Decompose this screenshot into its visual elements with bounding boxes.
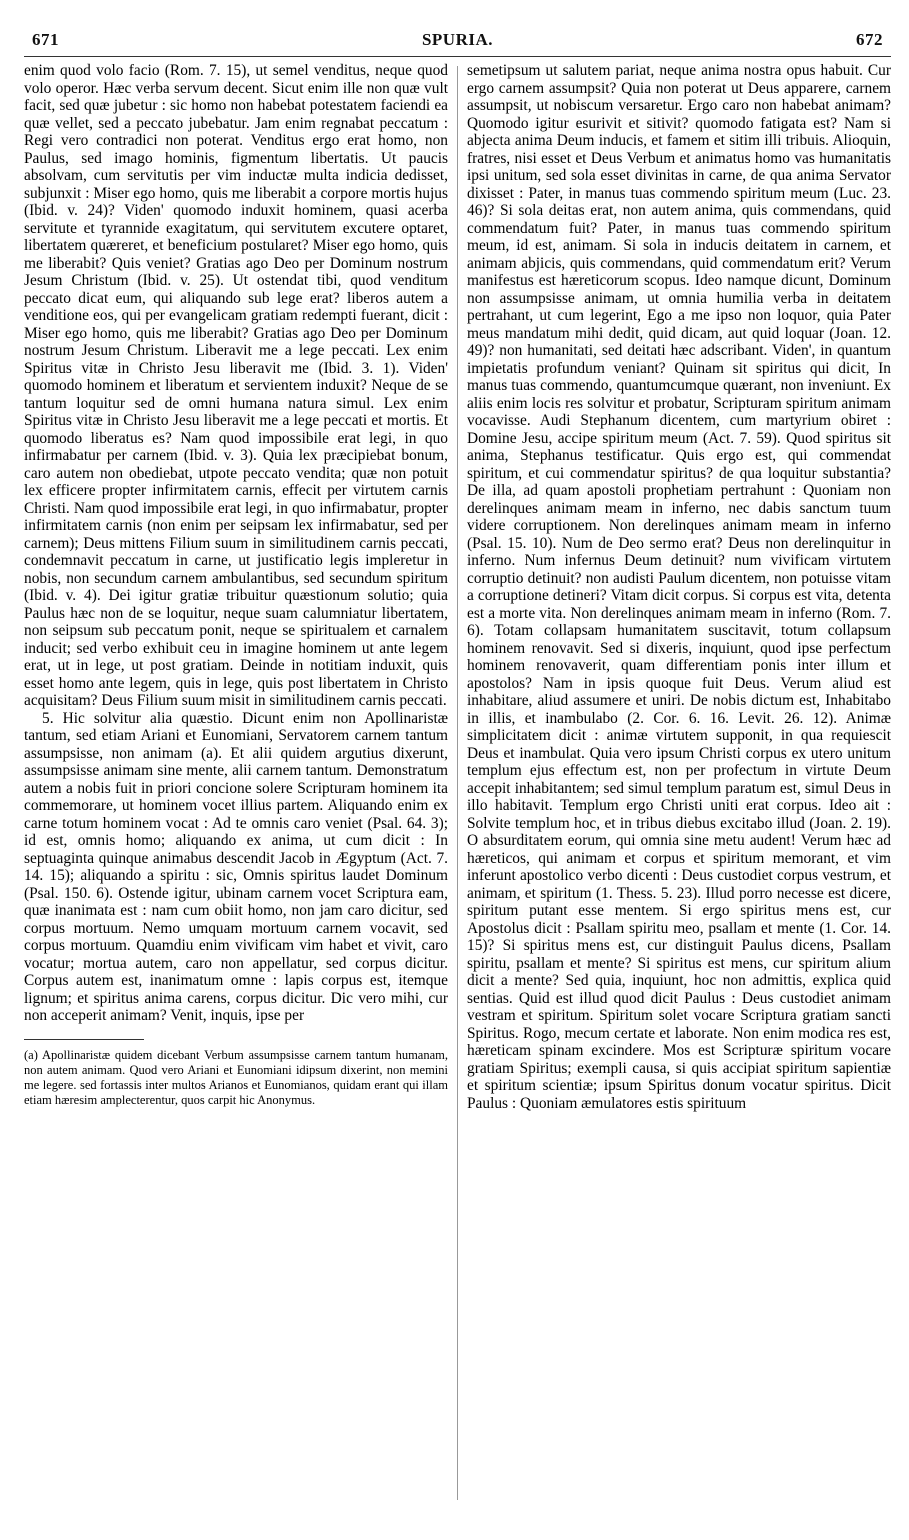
- left-paragraph-1: enim quod volo facio (Rom. 7. 15), ut semel venditus, neque quod volo operor. Hæc verba servum decent. Sicut enim ille non quæ vult facit, sed quæ jubetur : sic homo non habebat potestatem faciendi ea quæ vellet, sed a peccato jubebatur. Jam enim regnabat peccatum : Regi vero contradici non poterat. Venditus ergo erat homo, non Paulus, sed imago hominis, figmentum libertatis. Ut paucis absolvam, cum servitutis per vim inductæ multa indicia dedisset, subjunxit : Miser ego homo, quis me liberabit a corpore mortis hujus (Ibid. v. 24)? Viden' quomodo induxit hominem, quasi acerba servitute et tyrannide exagitatum, qui servitutem excutere optaret, libertatem quæreret, et beneficium postularet? Miser ego homo, quis me liberabit? Quis veniet? Gratias ago Deo per Dominum nostrum Jesum Christum (Ibid. v. 25). Ut ostendat tibi, quod venditum peccato dicat eum, qui aliquando sub lege erat? liberos autem a venditione eos, qui per evangelicam gratiam redempti fuerant, dicit : Miser ego homo, quis me liberabit? Gratias ago Deo per Dominum nostrum Jesum Christum. Liberavit me a lege peccati. Lex enim Spiritus vitæ in Christo Jesu liberavit me (Ibid. 3. 1). Viden' quomodo hominem et liberatum et servientem induxit? Neque de se tantum loquitur sed de omni humana natura simul. Lex enim Spiritus vitæ in Christo Jesu liberavit me a lege peccati et mortis. Et quomodo liberatus es? Nam quod impossibile erat legi, in quo infirmabatur per carnem (Ibid. v. 3). Quia lex præcipiebat bonum, caro autem non obediebat, utpote peccato vendita; quæ non potuit lex efficere propter infirmitatem carnis, effecit per virtutem carnis Christi. Nam quod impossibile erat legi, in quo infirmabatur, propter infirmitatem carnis (non enim per seipsam lex infirmabatur, sed per carnem); Deus mittens Filium suum in similitudinem carnis peccati, condemnavit peccatum in carne, ut justificatio legis impleretur in nobis, non secundum carnem ambulantibus, sed secundum spiritum (Ibid. v. 4). Dei igitur gratiæ tribuitur quæstionum solutio; quia Paulus hæc non de se loquitur, neque suam calumniatur libertatem, non seipsum sub peccatum ponit, neque se spiritualem et carnalem inducit; sed verbo exhibuit ceu in imagine hominem ut ante legem erat, ut in lege, ut post gratiam. Deinde in notitiam induxit, quis esset homo ante legem, quis in lege, quis post libertatem in Christo acquisitam? Deus Filium suum misit in similitudinem carnis peccati.: [24, 62, 448, 709]
- left-page-number: 671: [32, 30, 59, 49]
- left-paragraph-2: 5. Hic solvitur alia quæstio. Dicunt enim non Apollinaristæ tantum, sed etiam Ariani et Eunomiani, Servatorem carnem tantum assumpsisse, non animam (a). Et alii quidem argutius dixerunt, assumpsisse animam sine mente, alii carnem tantum. Demonstratum autem a nobis fuit in priori concione solere Scripturam hominem ita commemorare, ut hominem vocet illius partem. Aliquando enim ex carne totum hominem vocat : Ad te omnis caro veniet (Psal. 64. 3); id est, omnis homo; aliquando ex anima, ut cum dicit : In septuaginta quinque animabus descendit Jacob in Ægyptum (Act. 7. 14. 15); aliquando a spiritu : sic, Omnis spiritus laudet Dominum (Psal. 150. 6). Ostende igitur, ubinam carnem vocet Scriptura eam, quæ inanimata est : nam cum obiit homo, non jam caro dicitur, sed corpus mortuum. Nemo umquam mortuum carnem vocavit, sed corpus mortuum. Quamdiu enim vivificam vim habet et vivit, caro vocatur; mortua autem, caro non appellatur, sed corpus dicitur. Corpus autem est, inanimatum omne : lapis corpus est, itemque lignum; et spiritus anima carens, corpus dicitur. Dic vero mihi, cur non acceperit animam? Venit, inquis, ipse per: [24, 709, 448, 1024]
- two-column-body: [24, 62, 891, 1500]
- left-column: [24, 62, 448, 1500]
- footnote-rule: [24, 1039, 144, 1040]
- running-title: SPURIA.: [421, 30, 494, 49]
- right-page-number: 672: [856, 30, 883, 49]
- footnote: (a) Apollinaristæ quidem dicebant Verbum assumpsisse carnem tantum humanam, non autem animam. Quod vero Ariani et Eunomiani idipsum dixerint, non memini me legere. sed fortassis inter multos Arianos et Eunomianos, quidam erant qui illam etiam hæresim amplecterentur, quos carpit hic Anonymus.: [24, 1047, 448, 1107]
- column-divider: [457, 66, 458, 1500]
- right-column: [467, 62, 891, 1500]
- header-rule: [24, 56, 891, 57]
- right-paragraph-1: semetipsum ut salutem pariat, neque anima nostra opus habuit. Cur ergo carnem assumpsit? Quia non poterat ut Deus apparere, carnem assumpsit, ut nobiscum versaretur. Ergo caro non habebat animam? Quomodo igitur esurivit et sitivit? quomodo fatigata est? Nam si abjecta anima Deum inducis, et famem et sitim illi tribuis. Alioquin, fratres, nisi esset et Deus Verbum et animatus homo vas humanitatis ipsi unitum, sed sola esset divinitas in carne, de qua anima Servator dixisset : Pater, in manus tuas commendo spiritum meum (Luc. 23. 46)? Si sola deitas erat, non autem anima, quis commendans, quid commendatum fuit? Pater, in manus tuas commendo spiritum meum, id est, animam. Si sola in inducis deitatem in carnem, et animam abjicis, quis commendans, quid commendatum erit? Verum manifestus est hæreticorum scopus. Ideo namque dicunt, Dominum non assumpsisse animam, ut omnia humilia verba in deitatem pertrahant, ut cum legerint, Ego a me ipso non loquor, quia Pater meus mandatum mihi dedit, quid dicam, aut quid loquar (Joan. 12. 49)? non humanitati, sed deitati hæc adscribant. Viden', in quantum impietatis profundum veniant? Quinam sit spiritus qui dicit, In manus tuas commendo, quantumcumque quærant, non inveniunt. Ex aliis enim locis res solvitur et probatur, Scripturam spiritum animam vocavisse. Audi Stephanum dicentem, cum martyrium obiret : Domine Jesu, accipe spiritum meum (Act. 7. 59). Quod spiritus sit anima, Stephanus testificatur. Quis ergo est, qui commendat spiritum, et cui commendatur spiritus? de qua loquitur substantia? De illa, ad quam apostoli prophetiam pertrahunt : Quoniam non derelinques animam meam in inferno, nec dabis sanctum tuum videre corruptionem. Non derelinques animam meam in inferno (Psal. 15. 10). Num de Deo sermo erat? Deus non derelinquitur in inferno. Num infernus Deum detinuit? num vivificam virtutem corruptio detinuit? non audisti Paulum dicentem, non potuisse vitam a corruptione detineri? Vitam dicit corpus. Si corpus est vita, detenta est a morte vita. Non derelinques animam meam in inferno (Rom. 7. 6). Totam collapsam humanitatem suscitavit, totum collapsum hominem renovavit. Sed si dixeris, inquiunt, quod ipse perfectum hominem renovaverit, quam differentiam ponis inter illum et apostolos? Nam in ipsis quoque fuit Deus. Verum aliud est inhabitare, aliud assumere et uniri. De nobis dictum est, Inhabitabo in illis, et inambulabo (2. Cor. 6. 16. Levit. 26. 12). Animæ simplicitatem dicit : animæ virtutem supponit, in qua requiescit Deus et inambulat. Quia vero ipsum Christi corpus ex utero unitum templum ejus effectum est, non per profectum in virtute Deum accepit inhabitantem; sed simul templum paratum est, simul Deus in illo habitavit. Templum ergo Christi uniti erat corpus. Ideo ait : Solvite templum hoc, et in tribus diebus excitabo illud (Joan. 2. 19). O absurditatem eorum, qui omnia sine metu audent! Verum hæc ad hæreticos, qui animam et corpus et spiritum memorant, et vim inferunt apostolico verbo dicenti : Deus custodiet corpus vestrum, et animam, et spiritum (1. Thess. 5. 23). Illud porro necesse est dicere, spiritum putant esse mentem. Si ergo spiritus mens est, cur Apostolus dicit : Psallam spiritu meo, psallam et mente (1. Cor. 14. 15)? Si spiritus mens est, cur distinguit Paulus dicens, Psallam spiritu, psallam et mente? Si spiritus est mens, cur spiritum alium dicit a mente? Sed quia, inquiunt, hoc non admittis, explica quid sentias. Quid est illud quod dicit Paulus : Deus custodiet animam vestram et spiritum. Spiritum solet vocare Scriptura gratiam sancti Spiritus. Rogo, mecum certate et laborate. Non enim modica res est, hæreticam spinam excindere. Mos est Scripturæ spiritum vocare gratiam Spiritus; exempli causa, si quis accipiat spiritum sapientiæ et spiritum scientiæ; ipsum Spiritus donum vocatur spiritus. Dicit Paulus : Quoniam æmulatores estis spirituum: [467, 62, 891, 1112]
- page-header: [24, 30, 891, 54]
